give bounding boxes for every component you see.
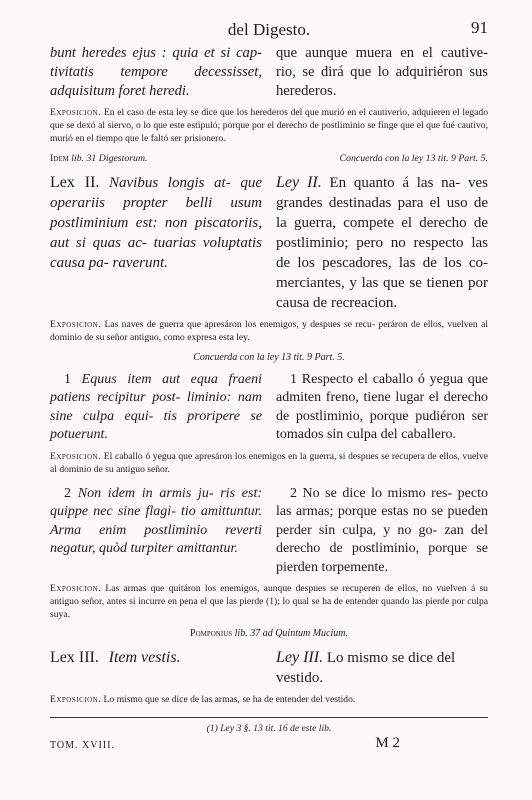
spanish-text: En quanto á las na- ves grandes destinadas para el uso de la guerra, compete el derecho de postliminio; pero no respecto las de los pescadores, las de los co- merciantes, y las que se tienen por causa de recreacion. bbox=[276, 175, 488, 312]
block1 bbox=[50, 44, 488, 101]
exposition bbox=[50, 319, 488, 345]
source-ref: lib. 31 Digestorum. bbox=[71, 153, 148, 165]
exposition-text: En el caso de esta ley se dice que los herederos del que murió en el cautiverio, adquieren el legado que se dexó al siervo, o lo que este estipuló; porque por el derecho de postliminio se finge que el que fué cautivo, murió en el tiempo que le faltó ser prisionero. bbox=[50, 107, 488, 144]
reference-line bbox=[50, 153, 488, 164]
reference-right: Concuerda con la ley 13 tit. 9 Part. 5. bbox=[339, 153, 488, 165]
exposition bbox=[50, 107, 488, 145]
para-2-latin bbox=[50, 485, 262, 578]
lex-iii-latin bbox=[50, 647, 262, 688]
lex-heading: Lex III. bbox=[50, 649, 99, 667]
para-2-spanish bbox=[276, 485, 488, 578]
lex-ii-latin bbox=[50, 172, 262, 313]
spanish-text: Lo mismo se dice del vestido. bbox=[276, 650, 456, 687]
latin-text: Equus item aut equa fraeni patiens recipitur post- liminio: nam sine culpa equi- tis proripere se potuerunt. bbox=[50, 371, 262, 443]
latin-text: bunt heredes ejus : quia et si cap- tivitatis tempore decessisset, adquisitum foret heredi. bbox=[50, 45, 262, 99]
page bbox=[50, 18, 489, 751]
author-name: Idem bbox=[50, 153, 69, 165]
para-number: 2 bbox=[290, 485, 297, 501]
running-title: del Digesto. bbox=[227, 20, 311, 39]
volume-signature: TOM. XVIII. bbox=[50, 740, 115, 751]
ley-heading: Ley III. bbox=[276, 649, 324, 667]
exposition bbox=[50, 451, 488, 477]
spanish-text: Respecto el caballo ó yegua que admiten freno, tiene lugar el derecho de postliminio, porque pudiéron ser tomados sin culpa del caballero. bbox=[276, 371, 489, 443]
exposition-text: Lo mismo que se dice de las armas, se ha de entender del vestido. bbox=[103, 694, 356, 706]
para-number: 1 bbox=[64, 371, 71, 387]
ley-heading: Ley II. bbox=[276, 174, 322, 192]
page-number: 91 bbox=[471, 18, 488, 37]
lex-heading: Lex II. bbox=[50, 174, 100, 192]
latin-text: Non idem in armis ju- ris est: quippe nec sine flagi- tio amittuntur. Arma enim postliminio reverti negatur, quòd turpiter amittantur. bbox=[50, 485, 263, 557]
paragraph-2 bbox=[50, 485, 488, 578]
lex-ii-spanish bbox=[276, 172, 488, 313]
lex-ii bbox=[50, 172, 488, 313]
para-1-spanish bbox=[276, 371, 488, 445]
lex-iii-spanish bbox=[276, 647, 488, 688]
exposition-label: Exposicion. bbox=[50, 319, 102, 331]
para-number: 2 bbox=[64, 485, 71, 501]
para-number: 1 bbox=[290, 371, 297, 387]
exposition-text: Las naves de guerra que apresáron los enemigos, y despues se recu- peráron de ellos, vuelven al dominio de su señor antiguo, como expresa esta ley. bbox=[50, 319, 488, 344]
footnote-rule bbox=[50, 717, 488, 718]
spanish-text: No se dice lo mismo res- pecto las armas; porque estas no se pueden perder sin culpa, y no go- zan del derecho de postliminio, porque se pierden torpemente. bbox=[276, 485, 488, 575]
latin-text: Navibus longis at- que operariis propter belli usum postliminium est: non piscatoriis, aut si quas ac- tuarias voluptatis causa pa- raverunt. bbox=[50, 175, 262, 272]
exposition-label: Exposicion. bbox=[50, 694, 102, 706]
footnote: (1) Ley 3 §. 13 tit. 16 de este lib. bbox=[206, 723, 332, 735]
exposition-label: Exposicion. bbox=[50, 583, 102, 595]
exposition-text: El caballo ó yegua que apresáron los enemigos en la guerra, si despues se recupera de ellos, vuelve al dominio de su antiguo señor. bbox=[50, 450, 488, 475]
paragraph-1 bbox=[50, 371, 488, 445]
page-footer bbox=[50, 735, 488, 760]
exposition-label: Exposicion. bbox=[50, 107, 102, 118]
source-ref: lib. 37 ad Quintum Mucium. bbox=[234, 628, 348, 640]
lex-iii bbox=[50, 647, 488, 688]
running-header bbox=[50, 18, 488, 44]
reference-left bbox=[50, 153, 147, 164]
para-1-latin bbox=[50, 371, 262, 445]
exposition bbox=[50, 583, 488, 621]
author-ref bbox=[50, 628, 488, 639]
author-name: Pomponius bbox=[190, 628, 233, 640]
spanish-text: que aunque muera en el cautive- rio, se dirá que lo adquiriéron sus herederos. bbox=[276, 45, 488, 99]
concordance-ref: Concuerda con la ley 13 tit. 9 Part. 5. bbox=[193, 351, 345, 363]
exposition-label: Exposicion. bbox=[50, 450, 102, 462]
signature-mark: M 2 bbox=[375, 735, 400, 751]
exposition-text: Las armas que quitáron los enemigos, aunque despues se recuperen de ellos, no vuelven á su antiguo señor, antes si incurre en pena el que las pierde (1); lo qual se ha de entender quando las pierde por culpa suya. bbox=[50, 583, 488, 620]
latin-text: Item vestis. bbox=[108, 649, 181, 667]
exposition bbox=[50, 694, 488, 707]
